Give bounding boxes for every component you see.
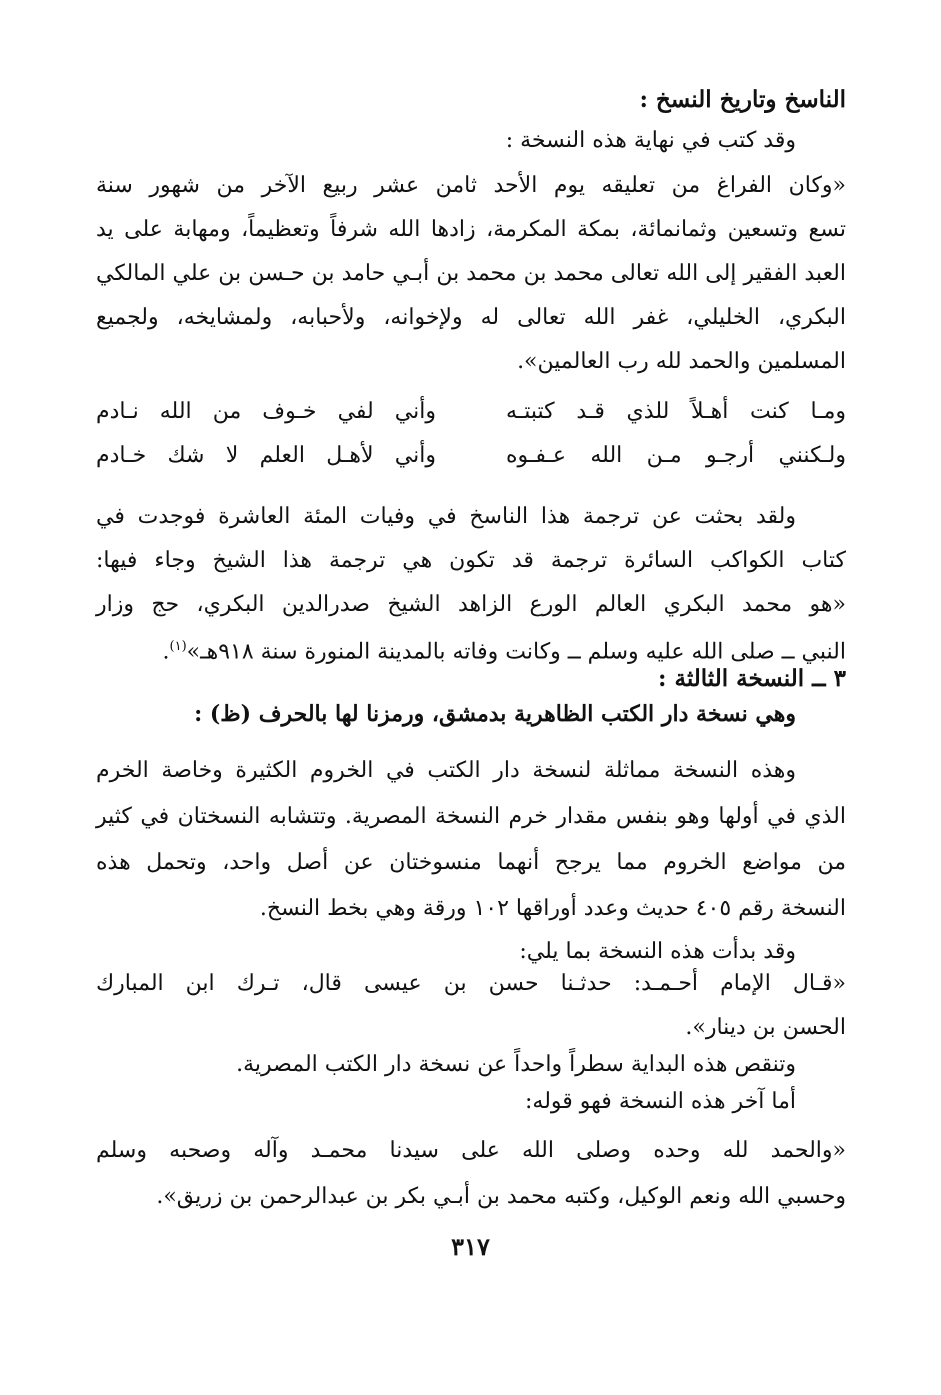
poem — [96, 390, 846, 478]
paragraph-line: وهذه النسخة مماثلة لنسخة دار الكتب في الخروم الكثيرة وخاصة الخرم — [96, 758, 796, 783]
quote-line: الحسن بن دينار». — [685, 1015, 846, 1040]
quote-line: العبد الفقير إلى الله تعالى محمد بن محمد بن أبـي حامد بن حـسن بن علي المالكي — [96, 261, 846, 286]
quote-line: البكري، الخليلي، غفر الله تعالى له ولإخوانه، ولأحبابه، ولمشايخه، ولجميع — [96, 305, 846, 330]
end-quote — [96, 1128, 846, 1220]
quote-line: المسلمين والحمد لله رب العالمين». — [517, 349, 846, 374]
poem-hemistich-first: ومـا كنت أهـلاً للذي قـد كتبتـه — [506, 399, 846, 424]
poem-hemistich-first: ولـكنني أرجـو مـن الله عـفـوه — [506, 443, 846, 468]
quote-line: وحسبي الله ونعم الوكيل، وكتبه محمد بن أبـي بكر بن عبدالرحمن بن زريق». — [156, 1184, 846, 1209]
begin-intro: وقد بدأت هذه النسخة بما يلي: — [519, 939, 796, 964]
section-subheading: وهي نسخة دار الكتب الظاهرية بدمشق، ورمزنا لها بالحرف (ظ) : — [194, 701, 796, 727]
paragraph-line: «هو محمد البكري العالم الورع الزاهد الشيخ صدرالدين البكري، حج وزار — [96, 592, 846, 617]
poem-verse — [96, 434, 846, 478]
section-third-copy — [96, 662, 846, 732]
punctuation: . — [162, 639, 170, 665]
paragraph-text: النبي ــ صلى الله عليه وسلم ــ وكانت وفاته بالمدينة المنورة سنة ٩١٨هـ» — [186, 639, 846, 665]
quote-line: تسع وتسعين وثمانمائة، بمكة المكرمة، زادها الله شرفاً وتعظيماً، ومهابة على يد — [96, 217, 846, 242]
paragraph-line: النسخة رقم ٤٠٥ حديث وعدد أوراقها ١٠٢ ورقة وهي بخط النسخ. — [259, 896, 846, 921]
section-copyist — [96, 78, 846, 160]
footnote-reference: (١) — [169, 639, 187, 654]
colophon-quote — [96, 164, 846, 384]
end-intro: أما آخر هذه النسخة فهو قوله: — [525, 1089, 796, 1114]
poem-verse — [96, 390, 846, 434]
poem-hemistich-second: وأني لأهـل العلم لا شك خـادم — [96, 443, 436, 468]
quote-line: «قـال الإمام أحـمـد: حدثـنا حسن بن عيسى قال، تـرك ابن المبارك — [96, 971, 846, 996]
third-copy-description — [96, 748, 846, 972]
paragraph-line: كتاب الكواكب السائرة ترجمة قد تكون هي ترجمة هذا الشيخ وجاء فيها: — [96, 548, 846, 573]
paragraph-line: ولقد بحثت عن ترجمة هذا الناسخ في وفيات المئة العاشرة فوجدت في — [96, 504, 796, 529]
poem-hemistich-second: وأني لفي خـوف من الله نـادم — [96, 399, 436, 424]
missing-note: وتنقص هذه البداية سطراً واحداً عن نسخة دار الكتب المصرية. — [236, 1052, 796, 1077]
begin-quote — [96, 960, 846, 1122]
quote-line: «وكان الفراغ من تعليقه يوم الأحد ثامن عشر ربيع الآخر من شهور سنة — [96, 173, 846, 198]
section-heading-third-copy: ٣ ــ النسخة الثالثة : — [657, 665, 846, 692]
page-number: ٣١٧ — [451, 1232, 490, 1261]
copyist-biography — [96, 495, 846, 672]
quote-line: «والحمد لله وحده وصلى الله على سيدنا محمـد وآله وصحبه وسلم — [96, 1138, 846, 1163]
intro-line: وقد كتب في نهاية هذه النسخة : — [505, 128, 796, 153]
paragraph-line: الذي في أولها وهو بنفس مقدار خرم النسخة المصرية. وتتشابه النسختان في كثير — [96, 804, 846, 829]
paragraph-line: من مواضع الخروم مما يرجح أنهما منسوختان عن أصل واحد، وتحمل هذه — [96, 850, 846, 875]
section-heading-copyist: الناسخ وتاريخ النسخ : — [639, 86, 846, 113]
